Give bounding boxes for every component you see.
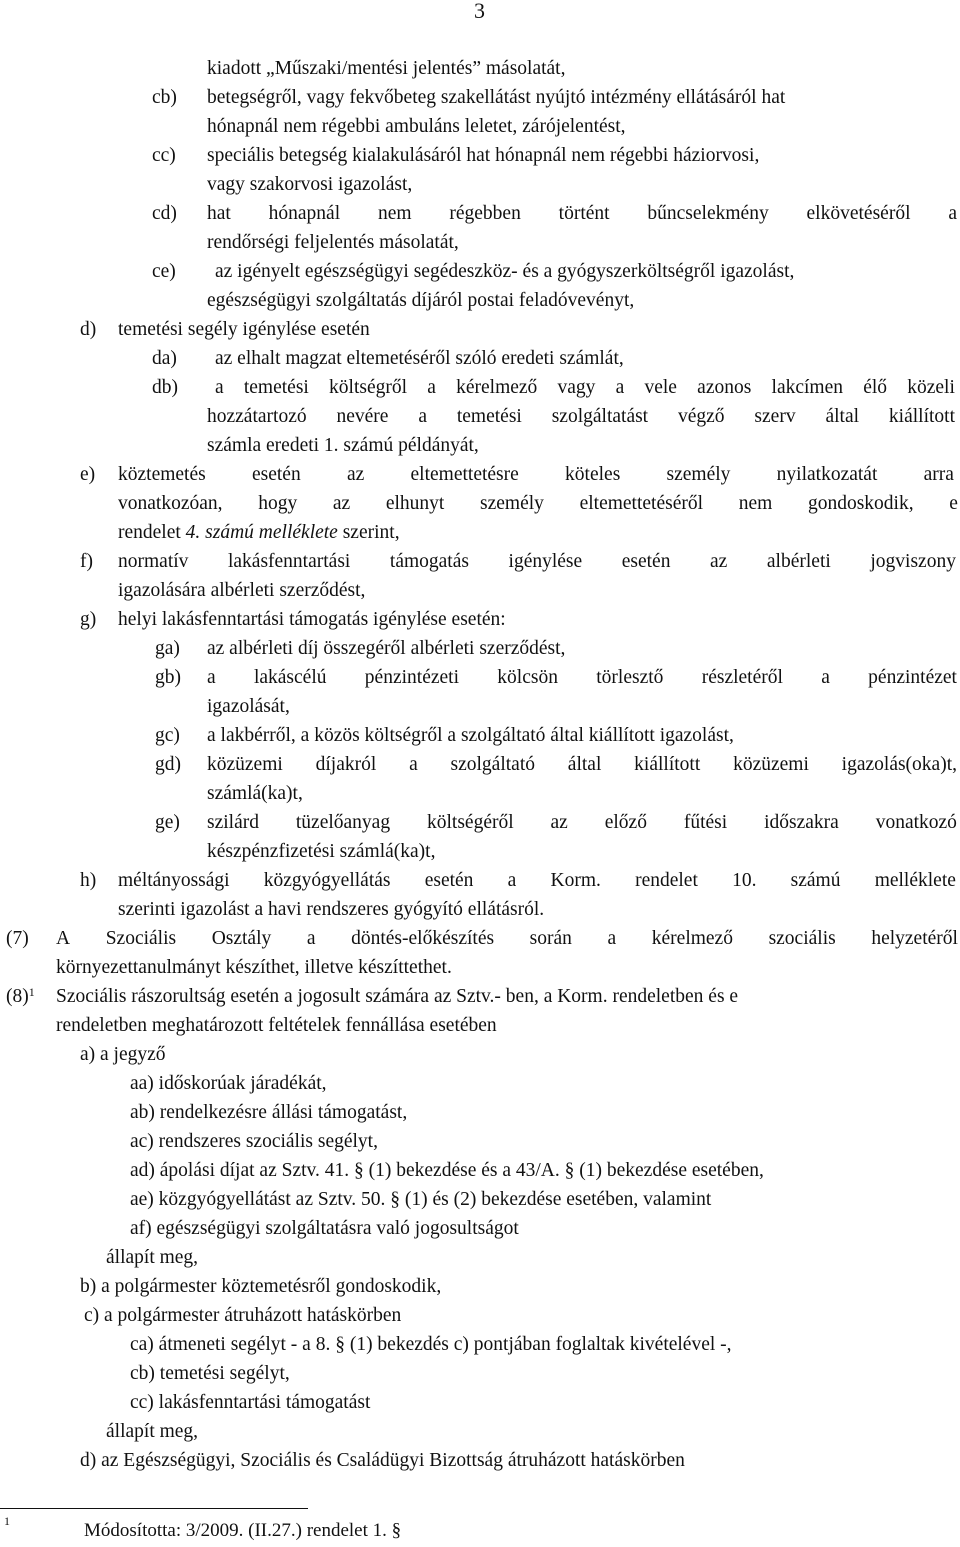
line-text: készpénzfizetési számlá(ka)t, xyxy=(207,841,436,862)
text-line xyxy=(80,1272,441,1301)
word: a xyxy=(607,928,617,949)
word: a xyxy=(821,667,830,688)
line-text: Szociális rászorultság esetén a jogosult számára az Sztv.- ben, a Korm. rendeletben és e xyxy=(56,986,739,1007)
word: az xyxy=(332,493,351,514)
word: kölcsön xyxy=(497,667,558,688)
text-line xyxy=(207,286,634,315)
word: Szociális xyxy=(105,928,177,949)
line-text: ca) átmeneti segélyt - a 8. § (1) bekezdés c) pontjában foglaltak kivételével -, xyxy=(130,1334,732,1355)
line-text: az elhalt magzat eltemetéséről szóló eredeti számlát, xyxy=(215,348,624,369)
line-tail: szerint, xyxy=(342,522,400,543)
word: normatív xyxy=(118,551,189,572)
text-line xyxy=(207,779,303,808)
word: hónapnál xyxy=(268,203,341,224)
line-text: d) az Egészségügyi, Szociális és Családügyi Bizottság átruházott hatáskörben xyxy=(80,1450,685,1471)
text-line xyxy=(207,750,957,779)
line-text: speciális betegség kialakulásáról hat hónapnál nem régebbi háziorvosi, xyxy=(207,145,760,166)
item-label: gd) xyxy=(155,754,181,775)
line-text: az albérleti díj összegéről albérleti szerződést, xyxy=(207,638,566,659)
word: történt xyxy=(558,203,610,224)
line-text: szerinti igazolást a havi rendszeres gyógyító ellátásról. xyxy=(118,899,545,920)
word: közgyógyellátás xyxy=(263,870,391,891)
line-text: af) egészségügyi szolgáltatásra való jogosultságot xyxy=(130,1218,519,1239)
line-text: ac) rendszeres szociális segélyt, xyxy=(130,1131,378,1152)
word: köztemetés xyxy=(118,464,206,485)
word: gondoskodik, xyxy=(807,493,914,514)
text-line xyxy=(130,1359,290,1388)
text-line xyxy=(207,83,785,112)
word: esetén xyxy=(621,551,671,572)
text-line xyxy=(130,1098,407,1127)
text-line xyxy=(207,54,565,83)
word: temetési xyxy=(243,377,309,398)
text-line xyxy=(118,315,370,344)
word: lakcímen xyxy=(771,377,843,398)
footnote-text: Módosította: 3/2009. (II.27.) rendelet 1. § xyxy=(84,1520,402,1541)
word: eltemettetésre xyxy=(410,464,519,485)
word: albérleti xyxy=(766,551,831,572)
line-text: ae) közgyógyellátást az Sztv. 50. § (1) és (2) bekezdése esetében, valamint xyxy=(130,1189,712,1210)
word: 10. xyxy=(732,870,757,891)
word: igénylése xyxy=(508,551,583,572)
word: elkövetéséről xyxy=(806,203,911,224)
word: időszakra xyxy=(764,812,839,833)
word: helyzetéről xyxy=(871,928,958,949)
text-line xyxy=(130,1388,370,1417)
item-label: $(8)^1$ xyxy=(6,985,35,1007)
text-line xyxy=(80,1446,685,1475)
word: szolgáltatást xyxy=(551,406,649,427)
word: Osztály xyxy=(211,928,272,949)
line-text: helyi lakásfenntartási támogatás igénylése esetén: xyxy=(118,609,506,630)
word: esetén xyxy=(424,870,474,891)
word: tüzelőanyag xyxy=(295,812,391,833)
item-label: ce) xyxy=(152,261,176,282)
line-text: igazolására albérleti szerződést, xyxy=(118,580,366,601)
text-line xyxy=(130,1185,711,1214)
word: jogviszony xyxy=(870,551,956,572)
line-text: c) a polgármester átruházott hatáskörben xyxy=(84,1305,402,1326)
text-line xyxy=(118,547,956,576)
word: kiállított xyxy=(888,406,955,427)
text-line xyxy=(130,1069,327,1098)
word: régebben xyxy=(449,203,521,224)
word: temetési xyxy=(456,406,522,427)
word: köteles xyxy=(565,464,621,485)
text-line xyxy=(118,866,956,895)
word: nem xyxy=(738,493,773,514)
word: kiállított xyxy=(634,754,701,775)
word: rendelet xyxy=(635,870,698,891)
line-text: rendelet xyxy=(118,522,181,543)
word: lakáscélú xyxy=(253,667,327,688)
line-text: állapít meg, xyxy=(106,1247,199,1268)
text-line xyxy=(207,170,412,199)
word: szolgáltató xyxy=(450,754,535,775)
text-line xyxy=(130,1156,764,1185)
line-text: számla eredeti 1. számú példányát, xyxy=(207,435,479,456)
word: fűtési xyxy=(683,812,728,833)
text-line xyxy=(130,1330,732,1359)
line-text: számlá(ka)t, xyxy=(207,783,303,804)
word: lakásfenntartási xyxy=(227,551,351,572)
text-line xyxy=(130,1127,378,1156)
word: által xyxy=(825,406,860,427)
text-line xyxy=(56,953,452,982)
text-line xyxy=(80,1040,166,1069)
word: a xyxy=(948,203,957,224)
item-label: da) xyxy=(152,348,177,369)
text-line xyxy=(207,228,459,257)
text-line xyxy=(106,1243,198,1272)
word: előző xyxy=(604,812,647,833)
text-line xyxy=(118,489,958,518)
line-text: cc) lakásfenntartási támogatást xyxy=(130,1392,371,1413)
word: nevére xyxy=(336,406,389,427)
line-text: rendőrségi feljelentés másolatát, xyxy=(207,232,459,253)
item-label: gb) xyxy=(155,667,181,688)
line-text: környezettanulmányt készíthet, illetve készíttethet. xyxy=(56,957,452,978)
word: személy xyxy=(666,464,731,485)
text-line xyxy=(207,199,957,228)
word: vele xyxy=(644,377,677,398)
word: díjakról xyxy=(315,754,377,775)
italic-reference: 4. számú melléklete xyxy=(185,522,338,543)
word: nem xyxy=(377,203,412,224)
word: által xyxy=(567,754,602,775)
word: esetén xyxy=(251,464,301,485)
text-line xyxy=(56,1011,497,1040)
word: költségéről xyxy=(426,812,514,833)
text-line xyxy=(207,141,759,170)
word: végző xyxy=(677,406,725,427)
word: igazolás(oka)t, xyxy=(841,754,957,775)
word: A xyxy=(56,928,71,949)
text-line xyxy=(118,895,544,924)
word: a xyxy=(409,754,418,775)
text-line xyxy=(207,112,626,141)
word: vonatkozóan, xyxy=(118,493,223,514)
text-line xyxy=(84,1301,401,1330)
word: bűncselekmény xyxy=(647,203,769,224)
text-line xyxy=(207,431,479,460)
text-line xyxy=(207,721,734,750)
text-line xyxy=(118,605,506,634)
line-text: temetési segély igénylése esetén xyxy=(118,319,370,340)
word: pénzintézeti xyxy=(364,667,459,688)
word: élő xyxy=(863,377,888,398)
word: e xyxy=(949,493,958,514)
word: során xyxy=(529,928,572,949)
line-text: állapít meg, xyxy=(106,1421,199,1442)
item-label: db) xyxy=(152,377,178,398)
word: azonos xyxy=(697,377,752,398)
item-label: g) xyxy=(80,609,97,630)
word: közeli xyxy=(907,377,955,398)
line-text: rendeletben meghatározott feltételek fennállása esetében xyxy=(56,1015,497,1036)
line-text: a lakbérről, a közös költségről a szolgáltató által kiállított igazolást, xyxy=(207,725,734,746)
line-text: cb) temetési segélyt, xyxy=(130,1363,290,1384)
word: nyilatkozatát xyxy=(776,464,878,485)
item-label: cc) xyxy=(152,145,176,166)
item-label: f) xyxy=(80,551,93,572)
word: hozzátartozó xyxy=(207,406,307,427)
line-text: b) a polgármester köztemetésről gondoskodik, xyxy=(80,1276,442,1297)
item-label: e) xyxy=(80,464,96,485)
text-line xyxy=(56,924,958,953)
line-text: hónapnál nem régebbi ambuláns leletet, zárójelentést, xyxy=(207,116,626,137)
item-label: (7) xyxy=(6,928,29,949)
word: kérelmező xyxy=(456,377,538,398)
footnote-reference: 1 xyxy=(28,985,35,999)
word: vonatkozó xyxy=(875,812,957,833)
word: vagy xyxy=(557,377,596,398)
word: elhunyt xyxy=(385,493,445,514)
line-text: betegségről, vagy fekvőbeteg szakellátást nyújtó intézmény ellátásáról hat xyxy=(207,87,786,108)
text-line xyxy=(207,692,290,721)
footnote-separator xyxy=(0,1508,308,1509)
word: szociális xyxy=(768,928,836,949)
word: szerv xyxy=(754,406,796,427)
line-text: kiadott „Műszaki/mentési jelentés” másolatát, xyxy=(207,58,566,79)
word: szilárd xyxy=(207,812,259,833)
text-line xyxy=(207,402,955,431)
line-text: az igényelt egészségügyi segédeszköz- és a gyógyszerköltségről igazolást, xyxy=(215,261,795,282)
line-text: egészségügyi szolgáltatás díjáról postai feladóvevényt, xyxy=(207,290,635,311)
footnote-number: 1 xyxy=(4,1514,10,1528)
word: a xyxy=(215,377,224,398)
word: kérelmező xyxy=(651,928,733,949)
word: a xyxy=(507,870,517,891)
word: méltányossági xyxy=(118,870,230,891)
text-line xyxy=(118,460,954,489)
word: hogy xyxy=(258,493,298,514)
item-label: gc) xyxy=(155,725,180,746)
word: eltemettetéséről xyxy=(579,493,704,514)
item-label: d) xyxy=(80,319,97,340)
item-label: h) xyxy=(80,870,97,891)
word: döntés-előkészítés xyxy=(351,928,495,949)
item-label: cb) xyxy=(152,87,177,108)
text-line xyxy=(207,808,957,837)
word: a xyxy=(427,377,436,398)
item-label: ge) xyxy=(155,812,180,833)
word: a xyxy=(306,928,316,949)
text-line xyxy=(207,837,435,866)
word: részletéről xyxy=(701,667,783,688)
word: hat xyxy=(207,203,231,224)
word: az xyxy=(550,812,568,833)
text-line xyxy=(215,257,794,286)
word: az xyxy=(710,551,728,572)
word: melléklete xyxy=(874,870,956,891)
word: Korm. xyxy=(550,870,601,891)
text-line xyxy=(106,1417,198,1446)
line-text: a) a jegyző xyxy=(80,1044,166,1065)
line-text: ab) rendelkezésre állási támogatást, xyxy=(130,1102,408,1123)
text-line xyxy=(56,982,738,1011)
word: a xyxy=(418,406,427,427)
text-line xyxy=(215,373,955,402)
item-label: ga) xyxy=(155,638,180,659)
word: közüzemi xyxy=(207,754,283,775)
line-text: igazolását, xyxy=(207,696,290,717)
word: személy xyxy=(480,493,544,514)
line-text: aa) időskorúak járadékát, xyxy=(130,1073,327,1094)
text-line xyxy=(207,634,565,663)
text-line xyxy=(215,344,624,373)
word: arra xyxy=(923,464,954,485)
text-line xyxy=(207,663,957,692)
text-line xyxy=(118,576,365,605)
line-text: ad) ápolási díjat az Sztv. 41. § (1) bekezdése és a 43/A. § (1) bekezdése esetében, xyxy=(130,1160,764,1181)
page-number: 3 xyxy=(474,0,485,23)
word: számú xyxy=(790,870,841,891)
text-line xyxy=(118,518,400,547)
word: pénzintézet xyxy=(868,667,957,688)
word: költségről xyxy=(329,377,408,398)
word: közüzemi xyxy=(733,754,809,775)
word: a xyxy=(207,667,216,688)
line-text: vagy szakorvosi igazolást, xyxy=(207,174,413,195)
word: az xyxy=(346,464,365,485)
word: törlesztő xyxy=(596,667,664,688)
item-label: cd) xyxy=(152,203,177,224)
word: a xyxy=(615,377,625,398)
word: támogatás xyxy=(389,551,469,572)
text-line xyxy=(130,1214,519,1243)
